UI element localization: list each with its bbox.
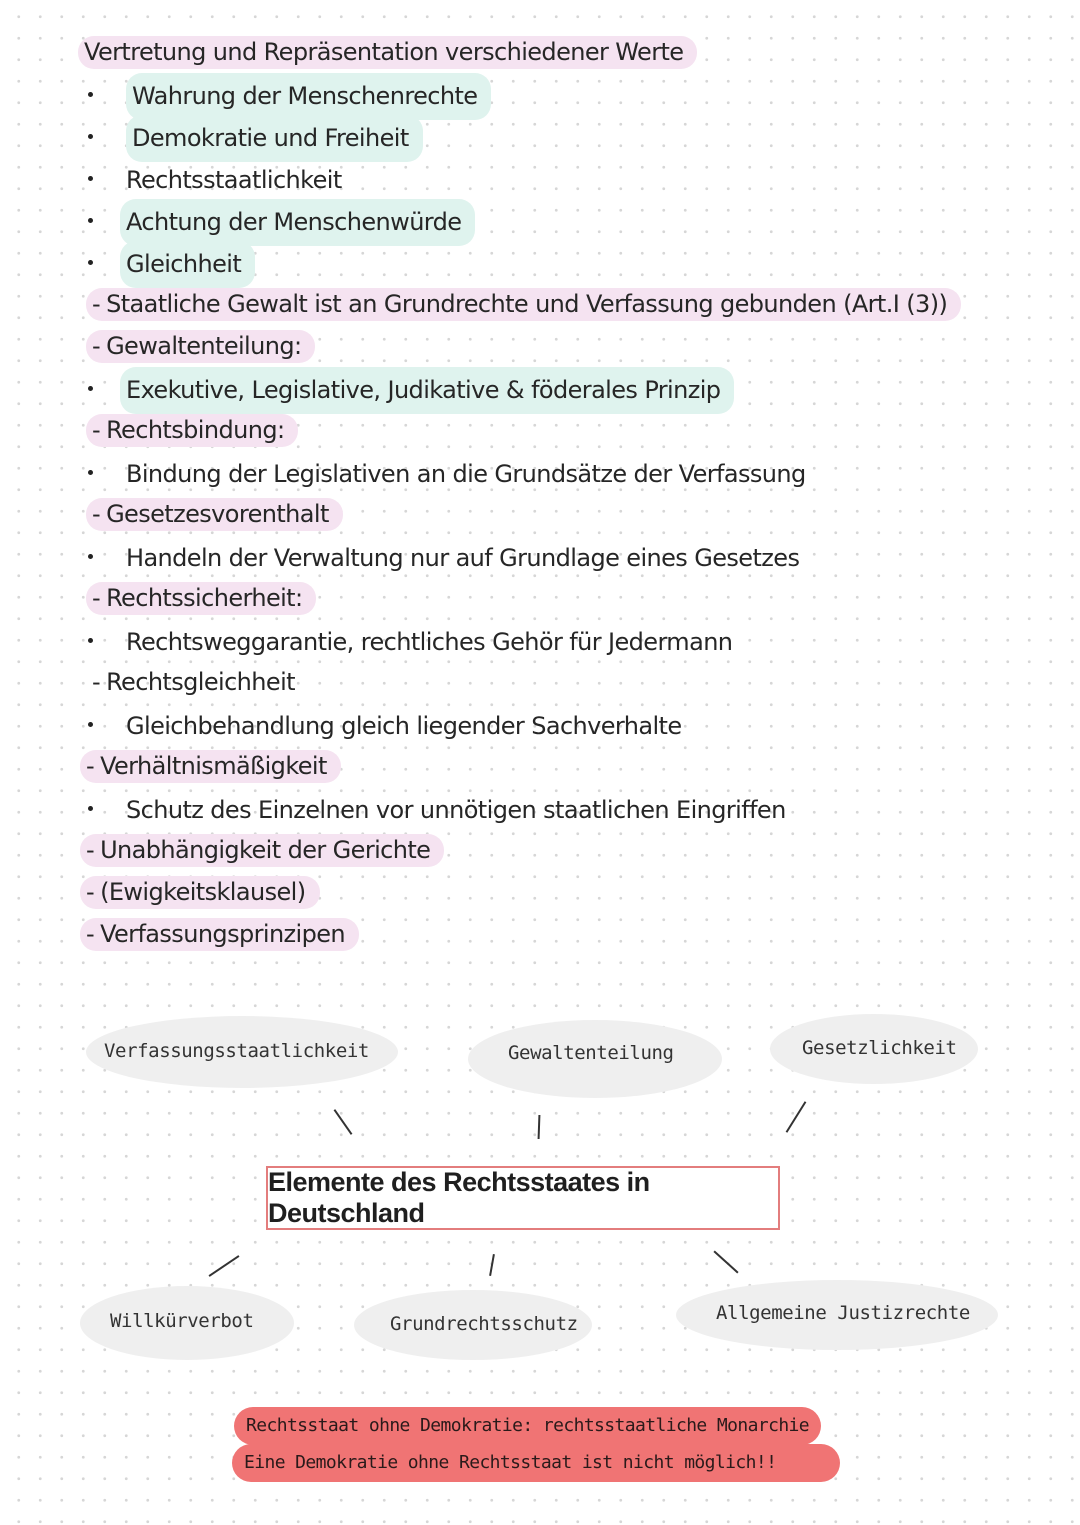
principle-title-line — [86, 283, 961, 325]
principle-title: - Verhältnismäßigkeit — [80, 750, 341, 783]
bullet-icon — [88, 134, 93, 139]
value-item: Achtung der Menschenwürde — [120, 199, 475, 246]
bullet-icon — [88, 470, 93, 475]
mindmap-center-box — [266, 1166, 780, 1230]
mindmap-node-bottom: Willkürverbot — [110, 1310, 254, 1332]
connector-line — [713, 1251, 738, 1274]
principle-title-line — [86, 577, 316, 619]
bullet-icon — [88, 92, 93, 97]
mindmap-center-title: Elemente des Rechtsstaates in Deutschland — [268, 1167, 650, 1228]
connector-line — [334, 1109, 353, 1135]
mindmap-node-top: Gewaltenteilung — [508, 1042, 674, 1064]
principle-detail: Bindung der Legislativen an die Grundsätze der Verfassung — [126, 460, 806, 488]
footnote: Rechtsstaat ohne Demokratie: rechtsstaatliche Monarchie — [234, 1407, 821, 1445]
principle-detail: Schutz des Einzelnen vor unnötigen staatlichen Eingriffen — [126, 796, 786, 824]
bullet-icon — [88, 218, 93, 223]
bullet-icon — [88, 638, 93, 643]
connector-line — [489, 1254, 495, 1276]
connector-line — [209, 1255, 240, 1277]
bullet-icon — [88, 176, 93, 181]
bullet-icon — [88, 386, 93, 391]
principle-title: - Rechtsgleichheit — [92, 668, 295, 696]
principle-title: - Verfassungsprinzipen — [80, 918, 359, 951]
value-item: Demokratie und Freiheit — [126, 115, 423, 162]
bullet-icon — [88, 806, 93, 811]
principle-title: - Rechtssicherheit: — [86, 582, 316, 615]
value-item: Gleichheit — [120, 241, 255, 288]
mindmap-node-top: Verfassungsstaatlichkeit — [104, 1040, 369, 1062]
footnote: Eine Demokratie ohne Rechtsstaat ist nicht möglich!! — [232, 1444, 840, 1482]
principle-detail: Handeln der Verwaltung nur auf Grundlage eines Gesetzes — [126, 544, 800, 572]
principle-title-line — [86, 493, 343, 535]
principle-detail: Gleichbehandlung gleich liegender Sachverhalte — [126, 712, 682, 740]
principle-title-line — [86, 325, 315, 367]
bullet-icon — [88, 554, 93, 559]
principle-detail: Rechtsweggarantie, rechtliches Gehör für Jedermann — [126, 628, 733, 656]
bullet-icon — [88, 722, 93, 727]
dash: - — [92, 290, 101, 318]
bullet-icon — [88, 260, 93, 265]
values-heading: Vertretung und Repräsentation verschiedener Werte — [78, 36, 697, 69]
principle-title: - Rechtsbindung: — [86, 414, 298, 447]
principle-title-line — [86, 409, 298, 451]
principle-title: - Staatliche Gewalt ist an Grundrechte und Verfassung gebunden (Art.I (3)) — [86, 288, 961, 321]
principle-title-line — [80, 745, 341, 787]
principle-title: - Unabhängigkeit der Gerichte — [80, 834, 444, 867]
values-heading-line — [78, 31, 697, 73]
value-item: Rechtsstaatlichkeit — [126, 166, 342, 194]
principle-title: - Gewaltenteilung: — [86, 330, 315, 363]
principle-title-line — [80, 871, 320, 913]
connector-line — [786, 1101, 807, 1133]
principle-title-line — [80, 829, 444, 871]
principle-title: - Gesetzesvorenthalt — [86, 498, 343, 531]
principle-title-line — [80, 913, 359, 955]
mindmap-node-bottom: Grundrechtsschutz — [390, 1313, 578, 1335]
mindmap-node-bottom: Allgemeine Justizrechte — [716, 1302, 970, 1324]
connector-line — [538, 1115, 541, 1139]
mindmap-node-top: Gesetzlichkeit — [802, 1037, 957, 1059]
principle-title-line — [86, 661, 309, 703]
principle-detail: Exekutive, Legislative, Judikative & föderales Prinzip — [120, 367, 734, 414]
value-item: Wahrung der Menschenrechte — [126, 73, 491, 120]
principle-title: - (Ewigkeitsklausel) — [80, 876, 320, 909]
